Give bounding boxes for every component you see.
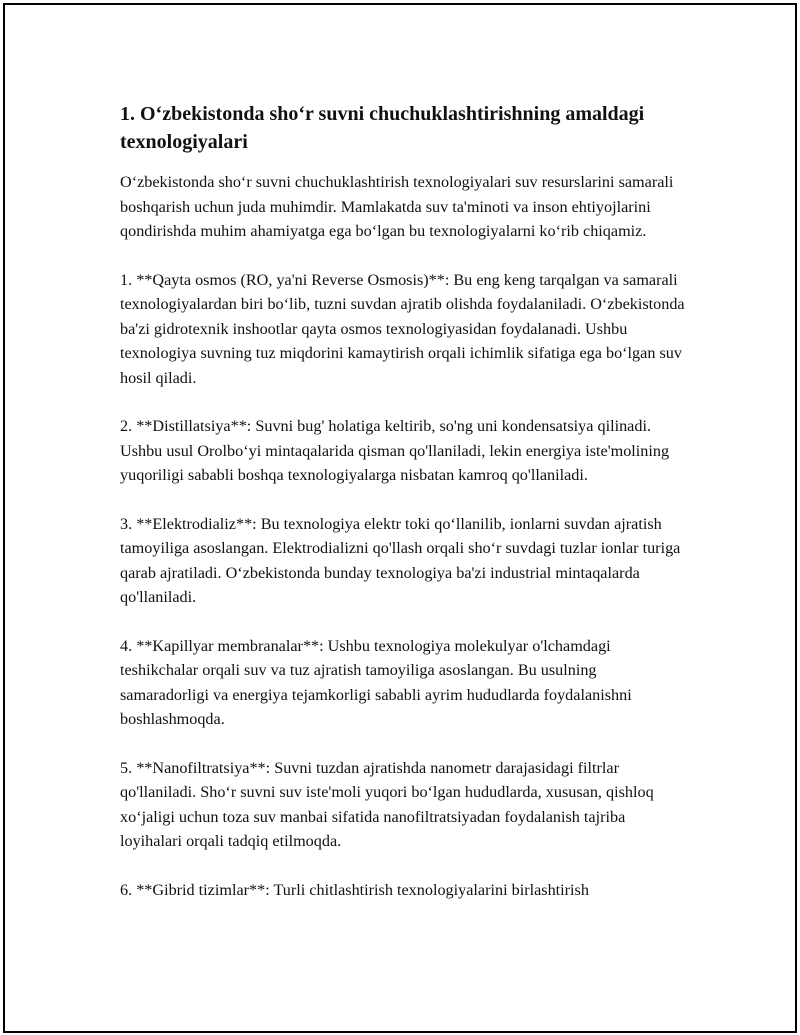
document-body: [120, 100, 685, 926]
document-title: 1. O‘zbekistonda sho‘r suvni chuchuklashtirishning amaldagi texnologiyalari: [120, 103, 645, 153]
intro-paragraph: O‘zbekistonda sho‘r suvni chuchuklashtirish texnologiyalari suv resurslarini samarali boshqarish uchun juda muhimdir. Mamlakatda suv ta'minoti va inson ehtiyojlarini qondirishda muhim ahamiyatga ega bo‘lgan bu texnologiyalarni ko‘rib chiqamiz.: [120, 173, 674, 240]
paragraph-distillation: 2. **Distillatsiya**: Suvni bug' holatiga keltirib, so'ng uni kondensatsiya qilinadi. Ushbu usul Orolbo‘yi mintaqalarida qisman qo'llaniladi, lekin energiya iste'molining yuqoriligi sababli boshqa texnologiyalarga nisbatan kamroq qo'llaniladi.: [120, 417, 670, 484]
page-frame: [3, 3, 797, 1033]
paragraph-electrodialysis: 3. **Elektrodializ**: Bu texnologiya elektr toki qo‘llanilib, ionlarni suvdan ajratish tamoyiliga asoslangan. Elektrodializni qo'llash orqali sho‘r suvdagi tuzlar ionlar turiga qarab ajratiladi. O‘zbekistonda bunday texnologiya ba'zi industrial mintaqalarda qo'llaniladi.: [120, 514, 681, 606]
paragraph-capillary-membranes: 4. **Kapillyar membranalar**: Ushbu texnologiya molekulyar o'lchamdagi teshikchalar orqali suv va tuz ajratish tamoyiliga asoslangan. Bu usulning samaradorligi va energiya tejamkorligi sababli ayrim hududlarda foydalanishni boshlashmoqda.: [120, 636, 632, 728]
paragraph-reverse-osmosis: 1. **Qayta osmos (RO, ya'ni Reverse Osmosis)**: Bu eng keng tarqalgan va samarali texnologiyalardan biri bo‘lib, tuzni suvdan ajratib olishda foydalaniladi. O‘zbekistonda ba'zi gidrotexnik inshootlar qayta osmos texnologiyasidan foydalanadi. Ushbu texnologiya suvning tuz miqdorini kamaytirish orqali ichimlik sifatiga ega bo‘lgan suv hosil qiladi.: [120, 270, 685, 387]
paragraph-hybrid-systems: 6. **Gibrid tizimlar**: Turli chitlashtirish texnologiyalarini birlashtirish: [120, 880, 589, 899]
paragraph-nanofiltration: 5. **Nanofiltratsiya**: Suvni tuzdan ajratishda nanometr darajasidagi filtrlar qo'llaniladi. Sho‘r suvni suv iste'moli yuqori bo‘lgan hududlarda, xususan, qishloq xo‘jaligi uchun toza suv manbai sifatida nanofiltratsiyadan foydalanish tajriba loyihalari orqali tadqiq etilmoqda.: [120, 758, 654, 850]
